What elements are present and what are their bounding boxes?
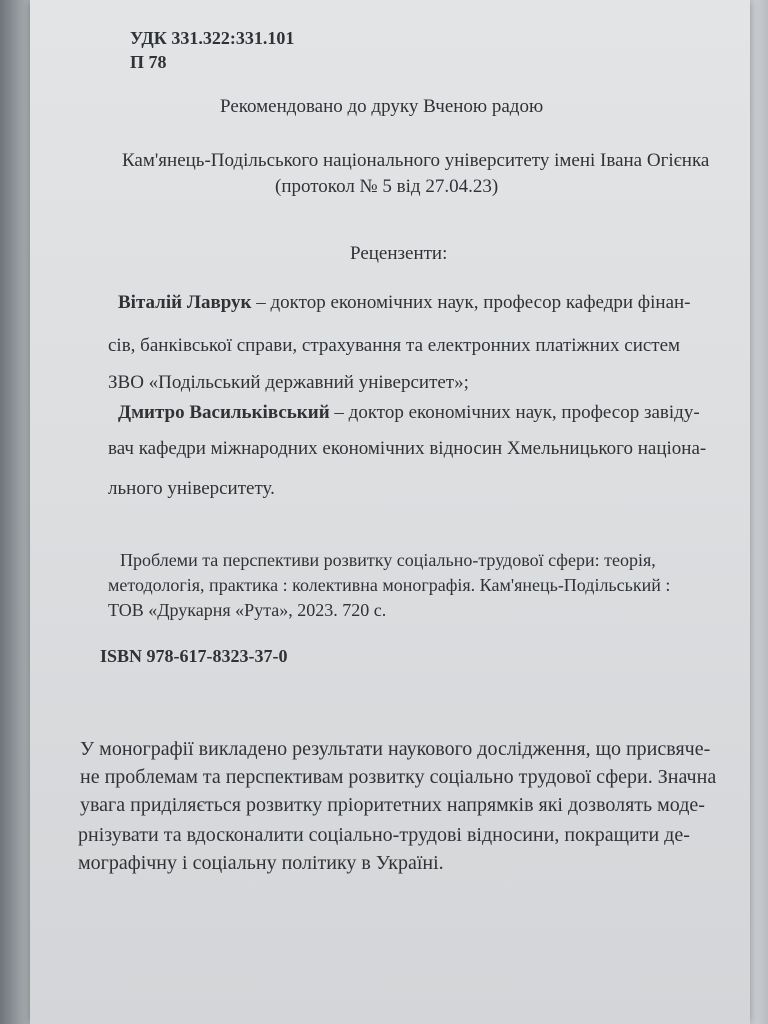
reviewer-2-line-2: вач кафедри міжнародних економічних відносин Хмельницького націона- — [108, 438, 707, 459]
bibliography-line-2: методологія, практика : колективна монографія. Кам'янець-Подільський : — [108, 575, 671, 595]
reviewer-1-desc: – доктор економічних наук, професор кафедри фінан- — [251, 292, 691, 313]
bibliography-line-1: Проблеми та перспективи розвитку соціально-трудової сфери: теорія, — [120, 550, 656, 570]
recommendation-line-3: (протокол № 5 від 27.04.23) — [275, 176, 499, 197]
recommendation-line-2: Кам'янець-Подільського національного університету імені Івана Огієнка — [122, 150, 710, 171]
isbn: ISBN 978-617-8323-37-0 — [100, 646, 288, 666]
abstract-line-1: У монографії викладено результати наукового дослідження, що присвяче- — [80, 738, 711, 760]
reviewer-1-line-1 — [118, 292, 691, 314]
reviewer-2-desc: – доктор економічних наук, професор завіду- — [329, 402, 700, 423]
reviewer-1-line-2: сів, банківської справи, страхування та електронних платіжних систем — [108, 335, 681, 356]
reviewers-title: Рецензенти: — [350, 243, 448, 264]
abstract-line-4: рнізувати та вдосконалити соціально-трудові відносини, покращити де- — [78, 824, 690, 846]
reviewer-2-name: Дмитро Васильківський — [118, 402, 330, 423]
reviewer-1-line-3: ЗВО «Подільський державний університет»; — [108, 372, 469, 393]
reviewer-2-line-1 — [118, 402, 700, 424]
reviewer-1-name: Віталій Лаврук — [118, 292, 252, 313]
recommendation-line-1: Рекомендовано до друку Вченою радою — [220, 96, 544, 117]
author-sign: П 78 — [130, 52, 167, 72]
abstract-line-2: не проблемам та перспективам розвитку соціально трудової сфери. Значна — [80, 766, 717, 788]
abstract-line-5: мографічну і соціальну політику в Україні. — [78, 852, 444, 874]
abstract-line-3: увага приділяється розвитку пріоритетних напрямків які дозволять моде- — [80, 794, 705, 816]
udc-code: УДК 331.322:331.101 — [130, 28, 295, 48]
reviewer-2-line-3: льного університету. — [108, 478, 275, 499]
book-page — [30, 0, 750, 1024]
bibliography-line-3: ТОВ «Друкарня «Рута», 2023. 720 с. — [108, 600, 387, 620]
